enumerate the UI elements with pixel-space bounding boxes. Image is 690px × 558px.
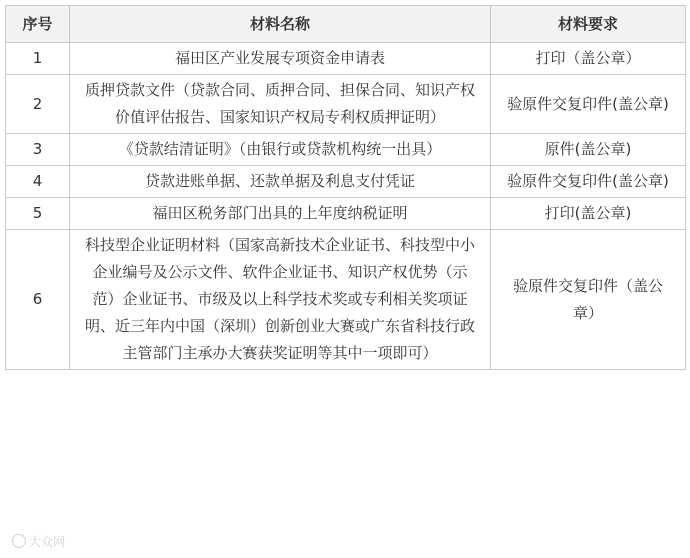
table-header-row (6, 6, 686, 43)
row-material-name: 福田区税务部门出具的上年度纳税证明 (70, 198, 491, 230)
materials-table (5, 5, 686, 370)
table-row (6, 230, 686, 370)
row-material-name: 贷款进账单据、还款单据及利息支付凭证 (70, 166, 491, 198)
row-material-name: 《贷款结清证明》（由银行或贷款机构统一出具） (70, 134, 491, 166)
watermark (12, 533, 65, 550)
table-row (6, 43, 686, 75)
header-material-requirement: 材料要求 (491, 6, 686, 43)
table-row (6, 75, 686, 134)
row-index: 1 (6, 43, 70, 75)
row-material-requirement: 验原件交复印件(盖公章) (491, 75, 686, 134)
watermark-text: 大众网 (29, 535, 66, 549)
row-index: 3 (6, 134, 70, 166)
table-row (6, 166, 686, 198)
row-index: 6 (6, 230, 70, 370)
row-material-name: 科技型企业证明材料（国家高新技术企业证书、科技型中小企业编号及公示文件、软件企业证书、知识产权优势（示范）企业证书、市级及以上科学技术奖或专利相关奖项证明、近三年内中国（深圳）创新创业大赛或广东省科技行政主管部门主承办大赛获奖证明等其中一项即可） (70, 230, 491, 370)
row-material-name: 福田区产业发展专项资金申请表 (70, 43, 491, 75)
row-index: 2 (6, 75, 70, 134)
row-material-requirement: 验原件交复印件(盖公章) (491, 166, 686, 198)
table-row (6, 134, 686, 166)
header-index: 序号 (6, 6, 70, 43)
row-index: 5 (6, 198, 70, 230)
row-material-requirement: 原件(盖公章) (491, 134, 686, 166)
watermark-logo-icon (12, 534, 26, 548)
header-material-name: 材料名称 (70, 6, 491, 43)
table-row (6, 198, 686, 230)
row-material-requirement: 验原件交复印件（盖公章） (491, 230, 686, 370)
row-index: 4 (6, 166, 70, 198)
row-material-requirement: 打印（盖公章） (491, 43, 686, 75)
row-material-name: 质押贷款文件（贷款合同、质押合同、担保合同、知识产权价值评估报告、国家知识产权局专利权质押证明） (70, 75, 491, 134)
row-material-requirement: 打印(盖公章) (491, 198, 686, 230)
